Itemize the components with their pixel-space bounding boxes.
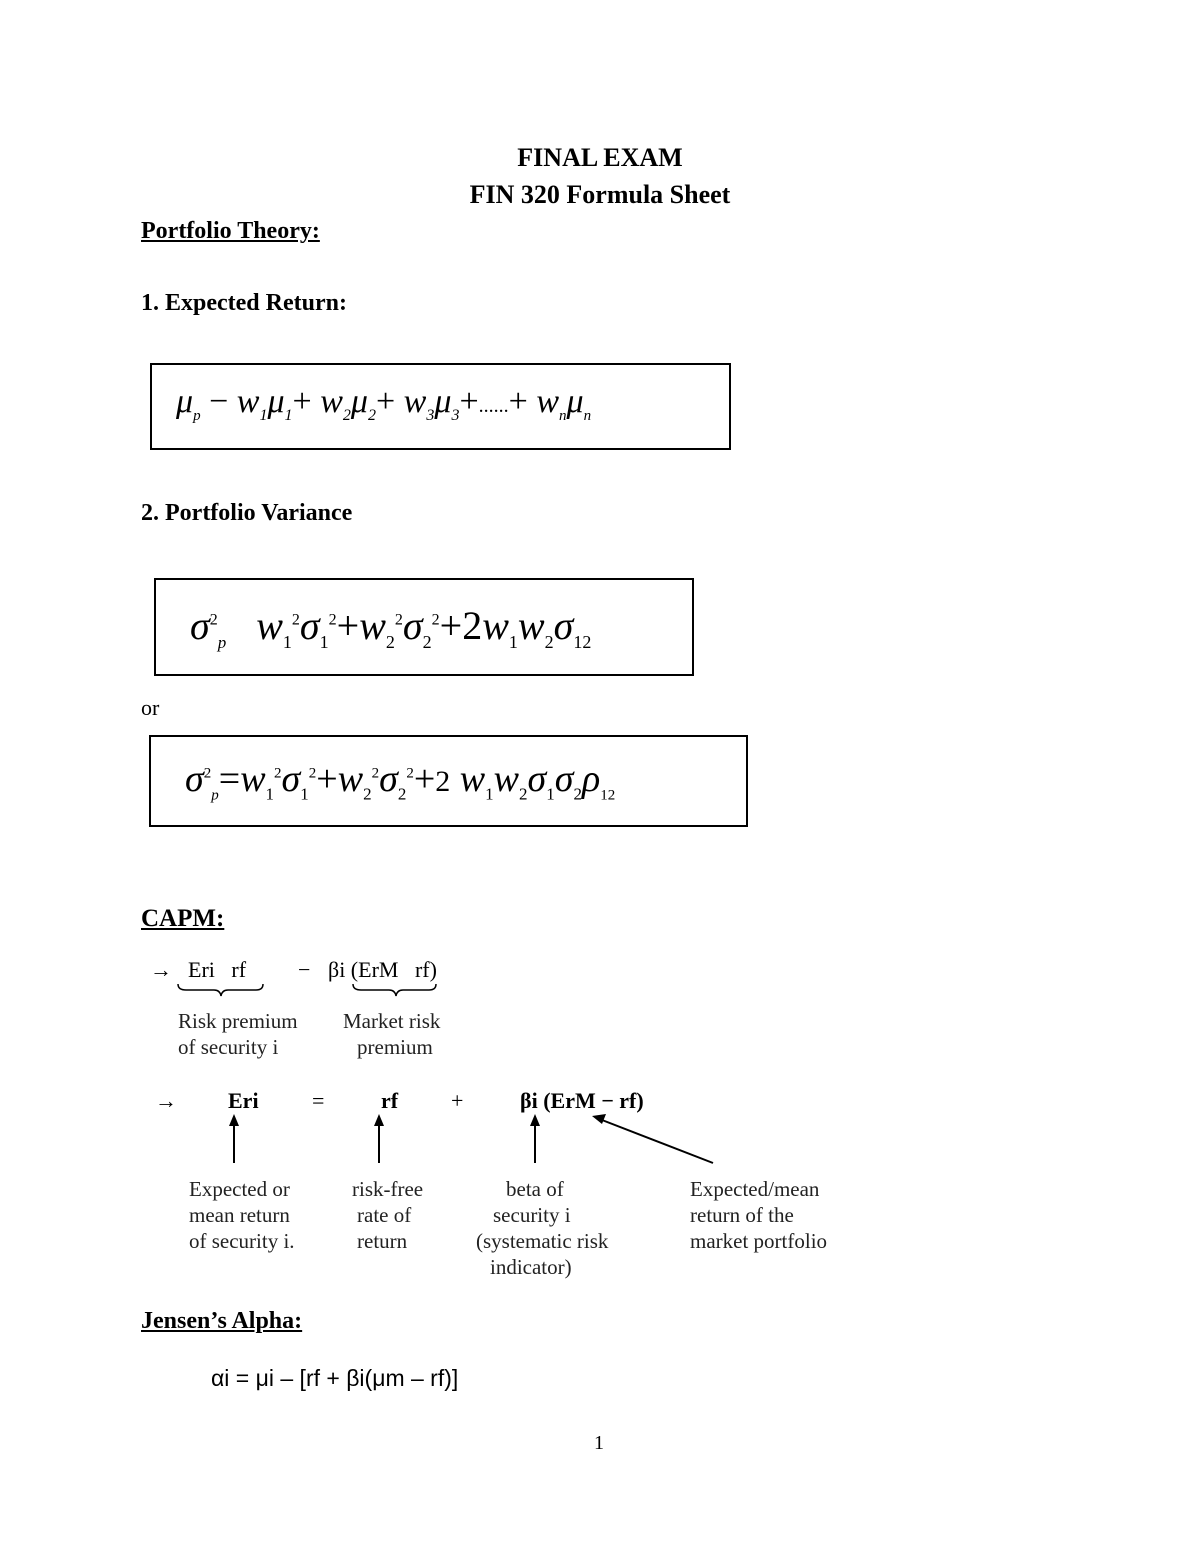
annotation-beta-line: (systematic risk — [476, 1229, 609, 1253]
portfolio-variance-label: 2. Portfolio Variance — [141, 500, 353, 526]
arrow-market-line — [602, 1120, 713, 1163]
capm-line2-equals: = — [312, 1088, 325, 1113]
risk-premium-label-line1: Risk premium — [178, 1009, 298, 1033]
annotation-riskfree-line: return — [357, 1229, 408, 1253]
annotation-beta-line: beta of — [506, 1177, 564, 1201]
annotation-market-line: return of the — [690, 1203, 794, 1227]
market-risk-label-line1: Market risk — [343, 1009, 441, 1033]
variance-formula-2: $\sigma^2_p=w_1^2\sigma_1^2+w_2^2\sigma_2^2+2$ $w_1w_2\sigma_1\sigma_2\rho_{12}$ — [185, 758, 616, 804]
annotation-riskfree-line: rate of — [357, 1203, 412, 1227]
arrow-expected-head — [229, 1114, 239, 1126]
annotation-market-line: market portfolio — [690, 1229, 828, 1253]
or-text: or — [141, 695, 160, 720]
annotation-expected-line: of security i. — [189, 1229, 295, 1253]
jensen-alpha-heading: Jensen’s Alpha: — [141, 1308, 303, 1334]
variance-formula-1: $\sigma^2_p$ $w_1^2\sigma_1^2+w_2^2\sigma_2^2+2w_1w_2\sigma_{12}$ — [190, 603, 592, 652]
annotation-expected-line: mean return — [189, 1203, 290, 1227]
page-number: 1 — [594, 1432, 604, 1454]
expected-return-label: 1. Expected Return: — [141, 290, 347, 316]
capm-line1-lhs: Eri rf — [188, 957, 247, 982]
annotation-expected-line: Expected or — [189, 1177, 290, 1201]
capm-line2-er: Eri — [228, 1088, 259, 1113]
left-brace — [178, 984, 263, 996]
capm-line1-arrow: → — [150, 957, 172, 982]
arrow-beta-head — [530, 1114, 540, 1126]
capm-line2-plus: + — [451, 1088, 464, 1113]
market-risk-label-line2: premium — [357, 1035, 433, 1059]
expected-return-formula: $\mu_p - w_1\mu_1+ w_2\mu_2+ w_3\mu_3+......+ w_n\mu_n$ — [176, 383, 592, 424]
document-subtitle: FIN 320 Formula Sheet — [469, 180, 731, 209]
annotation-beta-line: security i — [493, 1203, 571, 1227]
document-title: FINAL EXAM — [517, 143, 683, 172]
annotation-market-line: Expected/mean — [690, 1177, 820, 1201]
capm-heading: CAPM: — [141, 905, 225, 932]
annotation-beta-line: indicator) — [490, 1255, 572, 1279]
risk-premium-label-line2: of security i — [178, 1035, 279, 1059]
annotation-beta — [476, 1176, 608, 1280]
jensen-alpha-formula: αi = μi – [rf + βi(μm – rf)] — [211, 1365, 459, 1391]
annotation-market — [690, 1176, 827, 1254]
capm-line2-beta-term: βi (ErM − rf) — [520, 1088, 644, 1113]
arrow-market-head — [592, 1114, 606, 1124]
capm-line1-equals: − — [298, 957, 311, 982]
annotation-riskfree-line: risk-free — [352, 1177, 424, 1201]
right-brace — [353, 984, 436, 996]
arrow-riskfree-head — [374, 1114, 384, 1126]
portfolio-theory-heading: Portfolio Theory: — [141, 218, 320, 244]
annotation-expected — [189, 1176, 295, 1254]
capm-line1-rhs: βi (ErM rf) — [328, 957, 437, 982]
capm-line2-rf: rf — [381, 1088, 399, 1113]
annotation-riskfree — [352, 1176, 423, 1254]
capm-line2-arrow: → — [155, 1088, 177, 1113]
